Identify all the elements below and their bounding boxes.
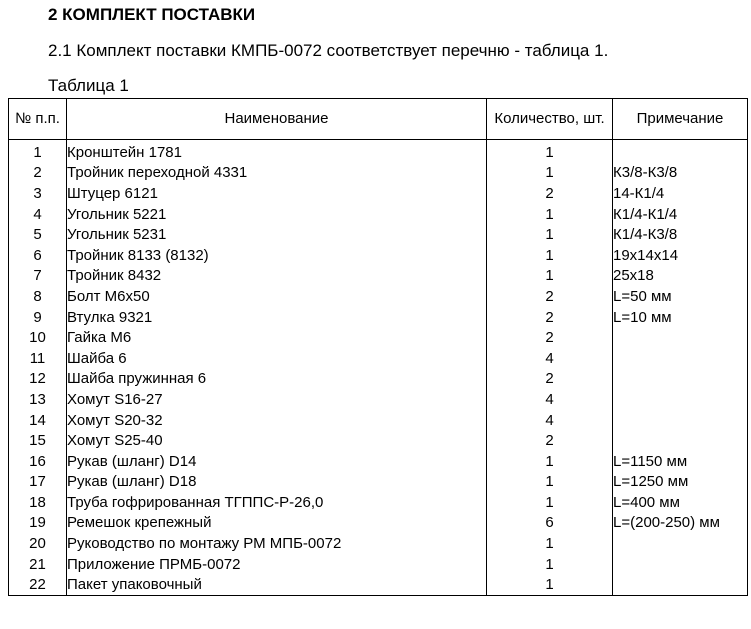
table-row [9, 574, 748, 595]
row-name: Руководство по монтажу РМ МПБ-0072 [67, 533, 487, 554]
table-row [9, 513, 748, 534]
table-row [9, 348, 748, 369]
row-note [613, 369, 748, 390]
table-caption: Таблица 1 [48, 76, 129, 95]
row-number: 3 [9, 183, 67, 204]
row-note: 19х14х14 [613, 245, 748, 266]
table-row [9, 472, 748, 493]
row-quantity: 1 [487, 574, 613, 595]
table-body [9, 140, 748, 596]
table-header-row [9, 99, 748, 140]
row-quantity: 1 [487, 140, 613, 163]
table-row [9, 266, 748, 287]
table-row [9, 204, 748, 225]
row-note [613, 533, 748, 554]
row-name: Шайба пружинная 6 [67, 369, 487, 390]
row-name: Хомут S25-40 [67, 430, 487, 451]
table-row [9, 307, 748, 328]
row-note [613, 554, 748, 575]
row-quantity: 2 [487, 286, 613, 307]
row-note: 14-К1/4 [613, 183, 748, 204]
table-row [9, 163, 748, 184]
row-note: L=10 мм [613, 307, 748, 328]
header-num: № п.п. [9, 99, 67, 140]
table-row [9, 327, 748, 348]
row-number: 11 [9, 348, 67, 369]
row-number: 6 [9, 245, 67, 266]
row-number: 10 [9, 327, 67, 348]
row-number: 16 [9, 451, 67, 472]
section-heading: 2 КОМПЛЕКТ ПОСТАВКИ [48, 5, 256, 24]
row-quantity: 1 [487, 451, 613, 472]
row-name: Штуцер 6121 [67, 183, 487, 204]
row-quantity: 1 [487, 224, 613, 245]
row-quantity: 1 [487, 245, 613, 266]
row-number: 2 [9, 163, 67, 184]
row-note: L=400 мм [613, 492, 748, 513]
table-row [9, 183, 748, 204]
row-number: 20 [9, 533, 67, 554]
row-number: 14 [9, 410, 67, 431]
row-note [613, 574, 748, 595]
row-quantity: 6 [487, 513, 613, 534]
table-row [9, 224, 748, 245]
row-name: Пакет упаковочный [67, 574, 487, 595]
row-name: Кронштейн 1781 [67, 140, 487, 163]
row-number: 4 [9, 204, 67, 225]
table-row [9, 245, 748, 266]
row-quantity: 1 [487, 266, 613, 287]
row-note: L=50 мм [613, 286, 748, 307]
row-number: 17 [9, 472, 67, 493]
table-row [9, 451, 748, 472]
header-qty: Количество, шт. [487, 99, 613, 140]
row-name: Угольник 5231 [67, 224, 487, 245]
table-row [9, 430, 748, 451]
table-row [9, 492, 748, 513]
row-note [613, 430, 748, 451]
row-note: К1/4-К1/4 [613, 204, 748, 225]
row-name: Втулка 9321 [67, 307, 487, 328]
row-quantity: 2 [487, 430, 613, 451]
row-number: 13 [9, 389, 67, 410]
row-name: Приложение ПРМБ-0072 [67, 554, 487, 575]
row-note [613, 140, 748, 163]
row-quantity: 2 [487, 369, 613, 390]
row-number: 8 [9, 286, 67, 307]
row-name: Болт М6х50 [67, 286, 487, 307]
row-note: К3/8-К3/8 [613, 163, 748, 184]
row-name: Рукав (шланг) D18 [67, 472, 487, 493]
section-intro: 2.1 Комплект поставки КМПБ-0072 соответствует перечню - таблица 1. [48, 41, 609, 60]
row-name: Рукав (шланг) D14 [67, 451, 487, 472]
row-number: 21 [9, 554, 67, 575]
row-quantity: 4 [487, 410, 613, 431]
table-row [9, 554, 748, 575]
row-note: L=1150 мм [613, 451, 748, 472]
row-quantity: 2 [487, 307, 613, 328]
row-number: 9 [9, 307, 67, 328]
row-quantity: 2 [487, 183, 613, 204]
row-quantity: 1 [487, 492, 613, 513]
row-quantity: 1 [487, 472, 613, 493]
row-name: Угольник 5221 [67, 204, 487, 225]
row-name: Труба гофрированная ТГППС-Р-26,0 [67, 492, 487, 513]
row-quantity: 1 [487, 163, 613, 184]
row-name: Тройник переходной 4331 [67, 163, 487, 184]
row-name: Хомут S20-32 [67, 410, 487, 431]
row-name: Гайка М6 [67, 327, 487, 348]
row-quantity: 1 [487, 554, 613, 575]
row-note: L=(200-250) мм [613, 513, 748, 534]
delivery-set-table [8, 98, 748, 596]
row-quantity: 1 [487, 533, 613, 554]
row-number: 7 [9, 266, 67, 287]
row-name: Хомут S16-27 [67, 389, 487, 410]
row-note: 25х18 [613, 266, 748, 287]
table-row [9, 533, 748, 554]
table-row [9, 286, 748, 307]
row-note [613, 348, 748, 369]
header-name: Наименование [67, 99, 487, 140]
row-quantity: 1 [487, 204, 613, 225]
row-name: Тройник 8432 [67, 266, 487, 287]
row-name: Шайба 6 [67, 348, 487, 369]
row-quantity: 4 [487, 389, 613, 410]
row-name: Тройник 8133 (8132) [67, 245, 487, 266]
row-number: 12 [9, 369, 67, 390]
row-quantity: 2 [487, 327, 613, 348]
row-note [613, 410, 748, 431]
row-number: 19 [9, 513, 67, 534]
row-number: 15 [9, 430, 67, 451]
row-note: L=1250 мм [613, 472, 748, 493]
table-row [9, 369, 748, 390]
row-number: 18 [9, 492, 67, 513]
row-name: Ремешок крепежный [67, 513, 487, 534]
header-note: Примечание [613, 99, 748, 140]
table-row [9, 389, 748, 410]
row-note [613, 327, 748, 348]
table-row [9, 140, 748, 163]
row-number: 1 [9, 140, 67, 163]
table-row [9, 410, 748, 431]
row-quantity: 4 [487, 348, 613, 369]
row-note: К1/4-К3/8 [613, 224, 748, 245]
row-number: 5 [9, 224, 67, 245]
row-number: 22 [9, 574, 67, 595]
row-note [613, 389, 748, 410]
